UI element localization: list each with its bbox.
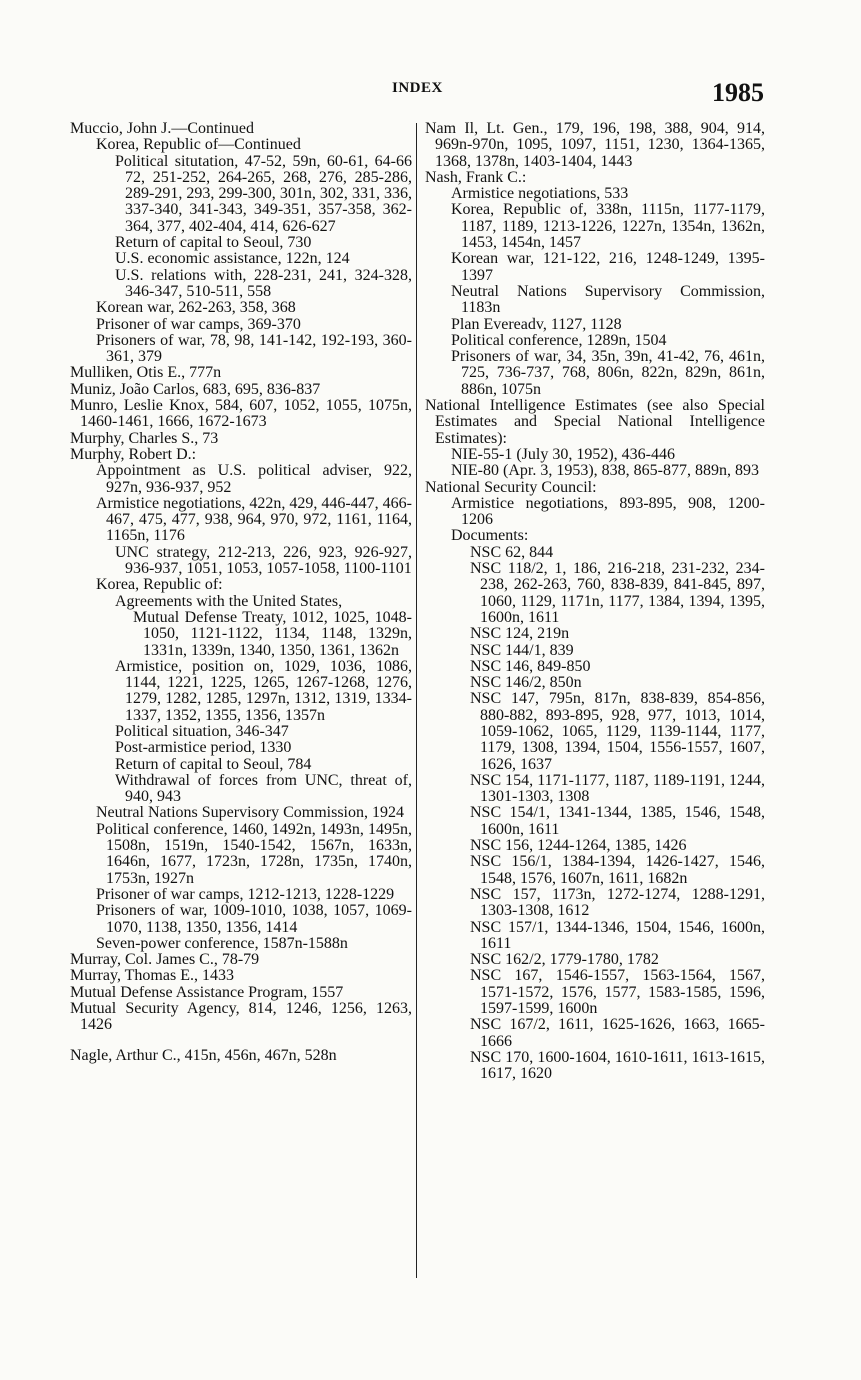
index-entry: NSC 144/1, 839 [470,641,574,659]
index-entry: National Security Council: [425,478,597,496]
index-entry: Murphy, Robert D.: [70,445,197,463]
index-entry: Murray, Col. James C., 78-79 [70,951,260,969]
index-entry: NSC 146/2, 850n [470,674,582,692]
index-entry: NSC 146, 849-850 [470,657,591,675]
index-entry: NSC 157, 1173n, 1272-1274, 1288-1291, 1303-1308, 1612 [470,885,765,920]
index-entry: NSC 157/1, 1344-1346, 1504, 1546, 1600n, 1611 [470,918,765,952]
index-entry: Muniz, João Carlos, 683, 695, 836-837 [70,380,321,398]
index-column-right [425,121,765,1083]
index-entry: Armistice negotiations, 533 [451,185,629,203]
index-entry: Murphy, Charles S., 73 [70,429,219,447]
index-header-title: INDEX [392,80,443,96]
index-entry: NSC 154, 1171-1177, 1187, 1189-1191, 1244, 1301-1303, 1308 [470,771,765,806]
index-entry: Prisoners of war, 1009-1010, 1038, 1057, 1069-1070, 1138, 1350, 1356, 1414 [96,902,412,936]
index-entry: NSC 167/2, 1611, 1625-1626, 1663, 1665-1666 [470,1016,765,1050]
index-entry: Korean war, 121-122, 216, 1248-1249, 1395-1397 [451,250,765,284]
index-entry: NIE-80 (Apr. 3, 1953), 838, 865-877, 889n, 893 [451,462,759,480]
index-entry: Nagle, Arthur C., 415n, 456n, 467n, 528n [70,1046,337,1064]
index-entry: Armistice, position on, 1029, 1036, 1086, 1144, 1221, 1225, 1265, 1267-1268, 1276, 1279, 1282, 1285, 1297n, 1312, 1319, 1334-1337, 1352, 1355, 1356, 1357n [115,657,412,724]
index-entry: Muccio, John J.—Continued [70,120,254,137]
index-entry: U.S. relations with, 228-231, 241, 324-328, 346-347, 510-511, 558 [115,266,412,300]
index-entry: NSC 167, 1546-1557, 1563-1564, 1567, 1571-1572, 1576, 1577, 1583-1585, 1596, 1597-1599, 1600n [470,967,765,1018]
index-entry: Prisoners of war, 78, 98, 141-142, 192-193, 360-361, 379 [96,331,412,366]
index-entry: Munro, Leslie Knox, 584, 607, 1052, 1055, 1075n, 1460-1461, 1666, 1672-1673 [70,397,412,431]
index-entry: Neutral Nations Supervisory Commission, 1183n [451,282,765,317]
index-entry: Mulliken, Otis E., 777n [70,364,222,382]
index-entry: Korean war, 262-263, 358, 368 [96,299,296,317]
index-entry: Mutual Security Agency, 814, 1246, 1256, 1263, 1426 [70,1000,412,1034]
index-entry: Mutual Defense Assistance Program, 1557 [70,983,344,1001]
index-entry: Korea, Republic of, 338n, 1115n, 1177-1179, 1187, 1189, 1213-1226, 1227n, 1354n, 1362n, 1453, 1454n, 1457 [451,201,765,252]
index-entry: Neutral Nations Supervisory Commission, 1924 [96,804,404,822]
index-entry: Plan Evereadv, 1127, 1128 [451,315,622,333]
index-entry: NSC 124, 219n [470,625,570,643]
page-number: 1985 [712,78,764,107]
index-entry: Armistice negotiations, 422n, 429, 446-447, 466-467, 475, 477, 938, 964, 970, 972, 1161, 1164, 1165n, 1176 [96,494,412,545]
index-entry: NSC 62, 844 [470,543,554,561]
index-entry: National Intelligence Estimates (see also Special Estimates and Special National Intelligence Estimates): [425,397,765,447]
index-entry: Withdrawal of forces from UNC, threat of, 940, 943 [115,771,412,806]
index-entry: Documents: [451,527,529,545]
index-entry: Murray, Thomas E., 1433 [70,967,234,985]
index-entry: Prisoner of war camps, 1212-1213, 1228-1229 [96,885,395,903]
index-entry: Return of capital to Seoul, 784 [115,755,312,773]
index-entry: Armistice negotiations, 893-895, 908, 1200-1206 [451,494,765,529]
index-entry: Appointment as U.S. political adviser, 922, 927n, 936-937, 952 [96,462,412,496]
index-entry: NSC 156/1, 1384-1394, 1426-1427, 1546, 1548, 1576, 1607n, 1611, 1682n [470,853,765,887]
index-entry: Political conference, 1460, 1492n, 1493n, 1495n, 1508n, 1519n, 1540-1542, 1567n, 1633n, 1646n, 1677, 1723n, 1728n, 1735n, 1740n, 1753n, 1927n [96,820,412,887]
index-entry: Korea, Republic of: [96,576,223,594]
index-entry: Agreements with the United States, [115,592,343,610]
index-entry: Political situtation, 47-52, 59n, 60-61, 64-66 72, 251-252, 264-265, 268, 276, 285-286, 289-291, 293, 299-300, 301n, 302, 331, 336, 337-340, 341-343, 349-351, 357-358, 362-364, 377, 402-404, 414, 626-627 [115,152,412,235]
index-column-left [70,121,412,1064]
index-entry: Political situation, 346-347 [115,722,289,740]
index-entry: NSC 170, 1600-1604, 1610-1611, 1613-1615, 1617, 1620 [470,1048,765,1083]
index-entry: Prisoners of war, 34, 35n, 39n, 41-42, 76, 461n, 725, 736-737, 768, 806n, 822n, 829n, 861n, 886n, 1075n [451,348,765,398]
index-entry: NSC 154/1, 1341-1344, 1385, 1546, 1548, 1600n, 1611 [470,804,765,838]
index-entry: Korea, Republic of—Continued [96,136,301,154]
index-entry: NSC 156, 1244-1264, 1385, 1426 [470,837,687,855]
index-entry: NIE-55-1 (July 30, 1952), 436-446 [451,445,675,463]
index-entry: NSC 147, 795n, 817n, 838-839, 854-856, 880-882, 893-895, 928, 977, 1013, 1014, 1059-1062, 1065, 1129, 1139-1144, 1177, 1179, 1308, 1394, 1504, 1556-1557, 1607, 1626, 1637 [470,690,765,773]
index-entry: Return of capital to Seoul, 730 [115,234,312,252]
index-entry: UNC strategy, 212-213, 226, 923, 926-927, 936-937, 1051, 1053, 1057-1058, 1100-1101 [115,543,412,578]
column-divider [416,123,417,1278]
index-entry: Nash, Frank C.: [425,168,527,186]
index-entry: NSC 162/2, 1779-1780, 1782 [470,951,659,969]
index-entry: Prisoner of war camps, 369-370 [96,315,301,333]
index-entry: Political conference, 1289n, 1504 [451,331,667,349]
index-entry: Mutual Defense Treaty, 1012, 1025, 1048-1050, 1121-1122, 1134, 1148, 1329n, 1331n, 1339n, 1340, 1350, 1361, 1362n [133,608,412,659]
index-entry: U.S. economic assistance, 122n, 124 [115,250,350,268]
index-entry: Nam Il, Lt. Gen., 179, 196, 198, 388, 904, 914, 969n-970n, 1095, 1097, 1151, 1230, 1364-1365, 1368, 1378n, 1403-1404, 1443 [425,120,765,170]
index-entry: Seven-power conference, 1587n-1588n [96,934,348,952]
index-entry: Post-armistice period, 1330 [115,739,292,757]
index-entry: NSC 118/2, 1, 186, 216-218, 231-232, 234-238, 262-263, 760, 838-839, 841-845, 897, 1060, 1129, 1171n, 1177, 1384, 1394, 1395, 1600n, 1611 [470,560,765,626]
